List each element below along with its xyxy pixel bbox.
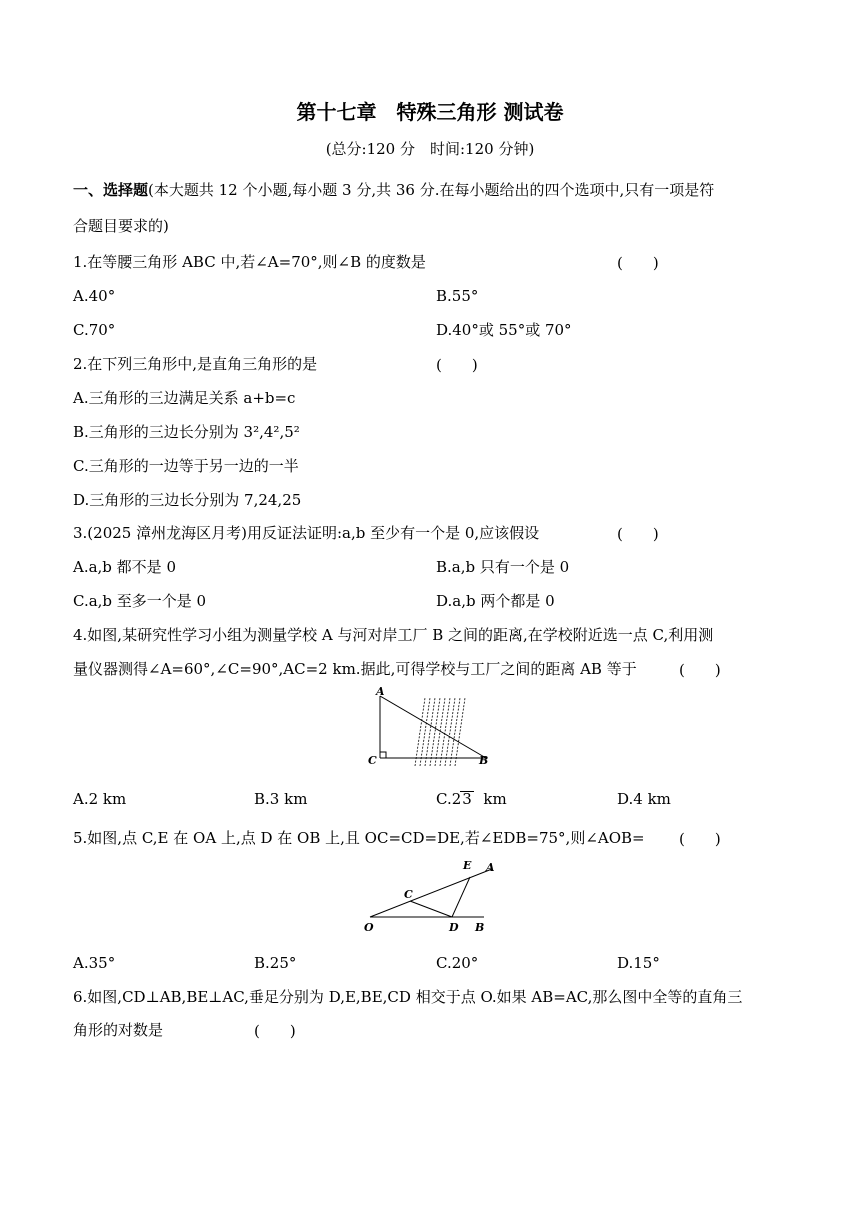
q4-option-a: A.2 km bbox=[73, 790, 127, 808]
q1-option-a: A.40° bbox=[73, 287, 116, 305]
section-1-heading: 一、选择题 bbox=[73, 181, 149, 199]
q2-option-a: A.三角形的三边满足关系 a+b=c bbox=[73, 389, 296, 407]
q5-label-o: O bbox=[364, 921, 374, 934]
q4-answer-paren: ( ) bbox=[679, 661, 721, 679]
q1-option-c: C.70° bbox=[73, 321, 116, 339]
q4-option-d: D.4 km bbox=[617, 790, 671, 808]
q4-label-a: A bbox=[376, 685, 385, 698]
page-title: 第十七章 特殊三角形 测试卷 bbox=[296, 100, 564, 124]
q3-option-d: D.a,b 两个都是 0 bbox=[436, 592, 555, 610]
q4-label-c: C bbox=[368, 754, 377, 767]
q1-option-b: B.55° bbox=[436, 287, 479, 305]
q5-option-a: A.35° bbox=[73, 954, 116, 972]
page-subtitle: (总分:120 分 时间:120 分钟) bbox=[325, 140, 535, 158]
q2-option-b: B.三角形的三边长分别为 3²,4²,5² bbox=[73, 423, 300, 441]
q2-option-c: C.三角形的一边等于另一边的一半 bbox=[73, 457, 299, 475]
section-1-header bbox=[73, 180, 714, 200]
q2-answer-paren: ( ) bbox=[436, 356, 478, 374]
q3-option-b: B.a,b 只有一个是 0 bbox=[436, 558, 570, 576]
q3-stem: 3.(2025 漳州龙海区月考)用反证法证明:a,b 至少有一个是 0,应该假设 bbox=[73, 524, 540, 542]
q5-label-b: B bbox=[475, 921, 485, 934]
q5-label-c: C bbox=[404, 888, 413, 901]
q1-option-d: D.40°或 55°或 70° bbox=[436, 321, 572, 339]
q4-option-c: C.23 km bbox=[436, 790, 507, 808]
q4-stem-line1: 4.如图,某研究性学习小组为测量学校 A 与河对岸工厂 B 之间的距离,在学校附近选一点 C,利用测 bbox=[73, 626, 714, 644]
section-1-desc-line1: (本大题共 12 个小题,每小题 3 分,共 36 分.在每小题给出的四个选项中,只有一项是符 bbox=[148, 181, 715, 199]
q1-stem: 1.在等腰三角形 ABC 中,若∠A=70°,则∠B 的度数是 bbox=[73, 253, 426, 271]
q2-option-d: D.三角形的三边长分别为 7,24,25 bbox=[73, 491, 302, 509]
q5-option-c: C.20° bbox=[436, 954, 479, 972]
q5-label-d: D bbox=[449, 921, 459, 934]
q3-answer-paren: ( ) bbox=[617, 525, 659, 543]
q4-stem-line2: 量仪器测得∠A=60°,∠C=90°,AC=2 km.据此,可得学校与工厂之间的距离 AB 等于 bbox=[73, 660, 637, 678]
q5-answer-paren: ( ) bbox=[679, 830, 721, 848]
q5-figure bbox=[360, 855, 500, 940]
q5-option-b: B.25° bbox=[254, 954, 297, 972]
q6-stem-line1: 6.如图,CD⊥AB,BE⊥AC,垂足分别为 D,E,BE,CD 相交于点 O.如果 AB=AC,那么图中全等的直角三 bbox=[73, 988, 743, 1006]
q4-figure bbox=[362, 684, 502, 774]
q3-option-a: A.a,b 都不是 0 bbox=[73, 558, 176, 576]
q2-stem: 2.在下列三角形中,是直角三角形的是 bbox=[73, 355, 318, 373]
q6-stem-line2: 角形的对数是 bbox=[73, 1021, 164, 1039]
q6-answer-paren: ( ) bbox=[254, 1022, 296, 1040]
section-1-desc-line2: 合题目要求的) bbox=[73, 217, 169, 235]
q4-option-b: B.3 km bbox=[254, 790, 308, 808]
q5-label-a: A bbox=[486, 861, 495, 874]
q5-option-d: D.15° bbox=[617, 954, 660, 972]
q5-stem: 5.如图,点 C,E 在 OA 上,点 D 在 OB 上,且 OC=CD=DE,若∠EDB=75°,则∠AOB= bbox=[73, 829, 645, 847]
q4-label-b: B bbox=[479, 754, 489, 767]
q3-option-c: C.a,b 至多一个是 0 bbox=[73, 592, 207, 610]
q1-answer-paren: ( ) bbox=[617, 254, 659, 272]
q5-label-e: E bbox=[463, 859, 472, 872]
